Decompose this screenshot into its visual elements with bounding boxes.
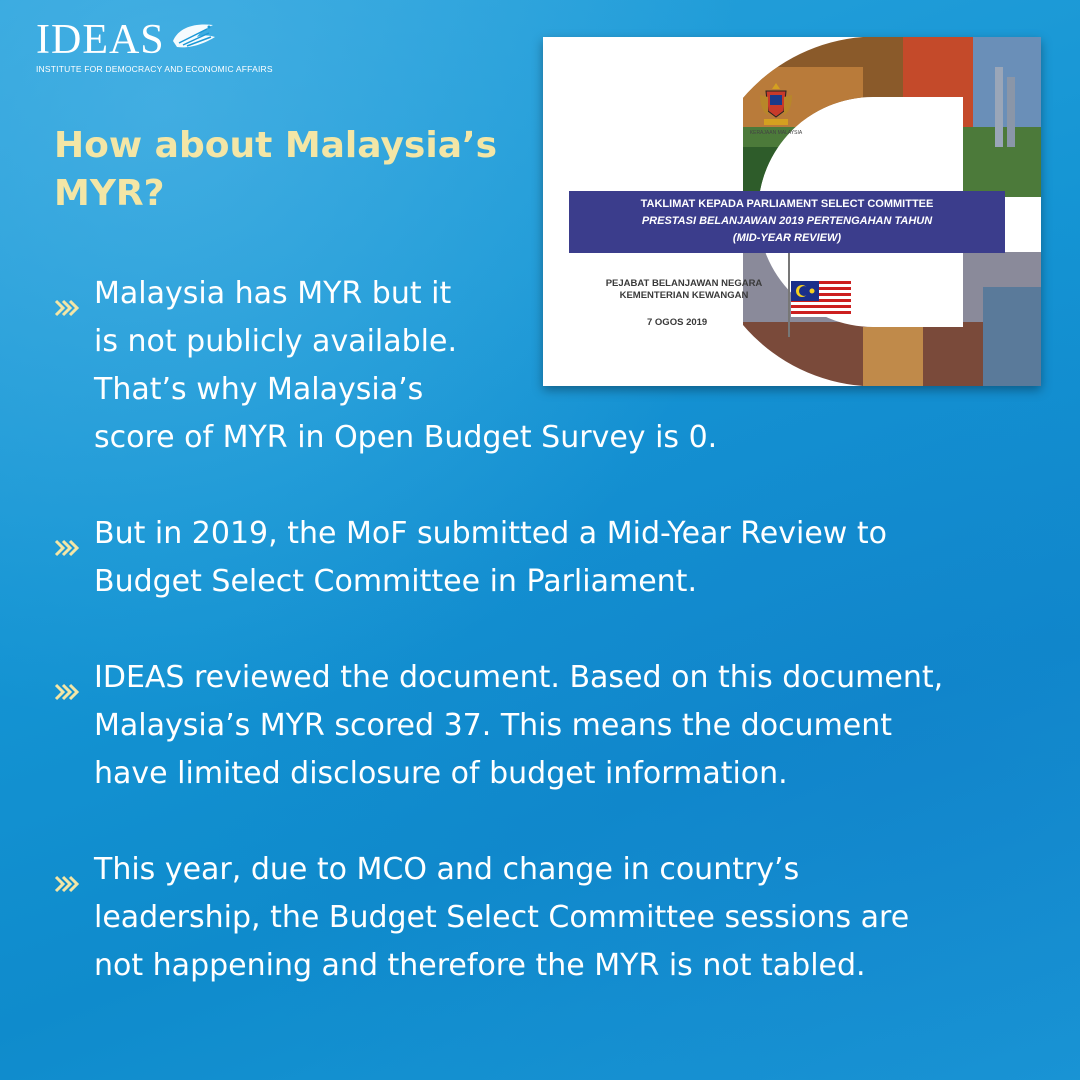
page-title: How about Malaysia’s MYR? <box>54 125 498 214</box>
band-line-3: (MID-YEAR REVIEW) <box>732 232 842 244</box>
bullet-line: IDEAS reviewed the document. Based on this document, <box>94 660 944 695</box>
chevron-double-right-icon <box>54 284 80 332</box>
bullet-item <box>54 654 1054 798</box>
crest-icon <box>758 81 794 133</box>
bullet-line: not happening and therefore the MYR is not tabled. <box>94 948 866 983</box>
bullet-item <box>54 846 1054 990</box>
bullet-line: But in 2019, the MoF submitted a Mid-Year Review to <box>94 516 887 551</box>
band-line-1: TAKLIMAT KEPADA PARLIAMENT SELECT COMMITTEE <box>640 198 934 210</box>
bullet-line: Malaysia’s MYR scored 37. This means the document <box>94 708 893 743</box>
ideas-logo <box>36 18 273 74</box>
logo-wordmark: IDEAS <box>36 17 165 63</box>
office-line-1: PEJABAT BELANJAWAN NEGARA <box>605 278 763 289</box>
chevron-double-right-icon <box>54 668 80 716</box>
bullet-line: leadership, the Budget Select Committee sessions are <box>94 900 910 935</box>
band-line-2: PRESTASI BELANJAWAN 2019 PERTENGAHAN TAHUN <box>641 215 933 227</box>
document-date: 7 OGOS 2019 <box>647 317 708 328</box>
bullet-list <box>54 270 1054 1038</box>
chevron-double-right-icon <box>54 860 80 908</box>
chevron-double-right-icon <box>54 524 80 572</box>
office-line-2: KEMENTERIAN KEWANGAN <box>619 290 749 301</box>
bullet-line: This year, due to MCO and change in country’s <box>94 852 800 887</box>
bullet-line: score of MYR in Open Budget Survey is 0. <box>94 420 718 455</box>
bullet-line: is not publicly available. <box>94 324 458 359</box>
bullet-line: That’s why Malaysia’s <box>94 372 424 407</box>
bullet-item <box>54 270 1054 462</box>
bullet-line: have limited disclosure of budget information. <box>94 756 788 791</box>
crest-caption: KERAJAAN MALAYSIA <box>749 130 803 136</box>
bullet-line: Malaysia has MYR but it <box>94 276 452 311</box>
bullet-item <box>54 510 1054 606</box>
logo-tagline: INSTITUTE FOR DEMOCRACY AND ECONOMIC AFFAIRS <box>36 64 273 74</box>
document-title-band <box>569 191 1005 253</box>
bullet-line: Budget Select Committee in Parliament. <box>94 564 697 599</box>
bird-icon <box>169 18 217 62</box>
